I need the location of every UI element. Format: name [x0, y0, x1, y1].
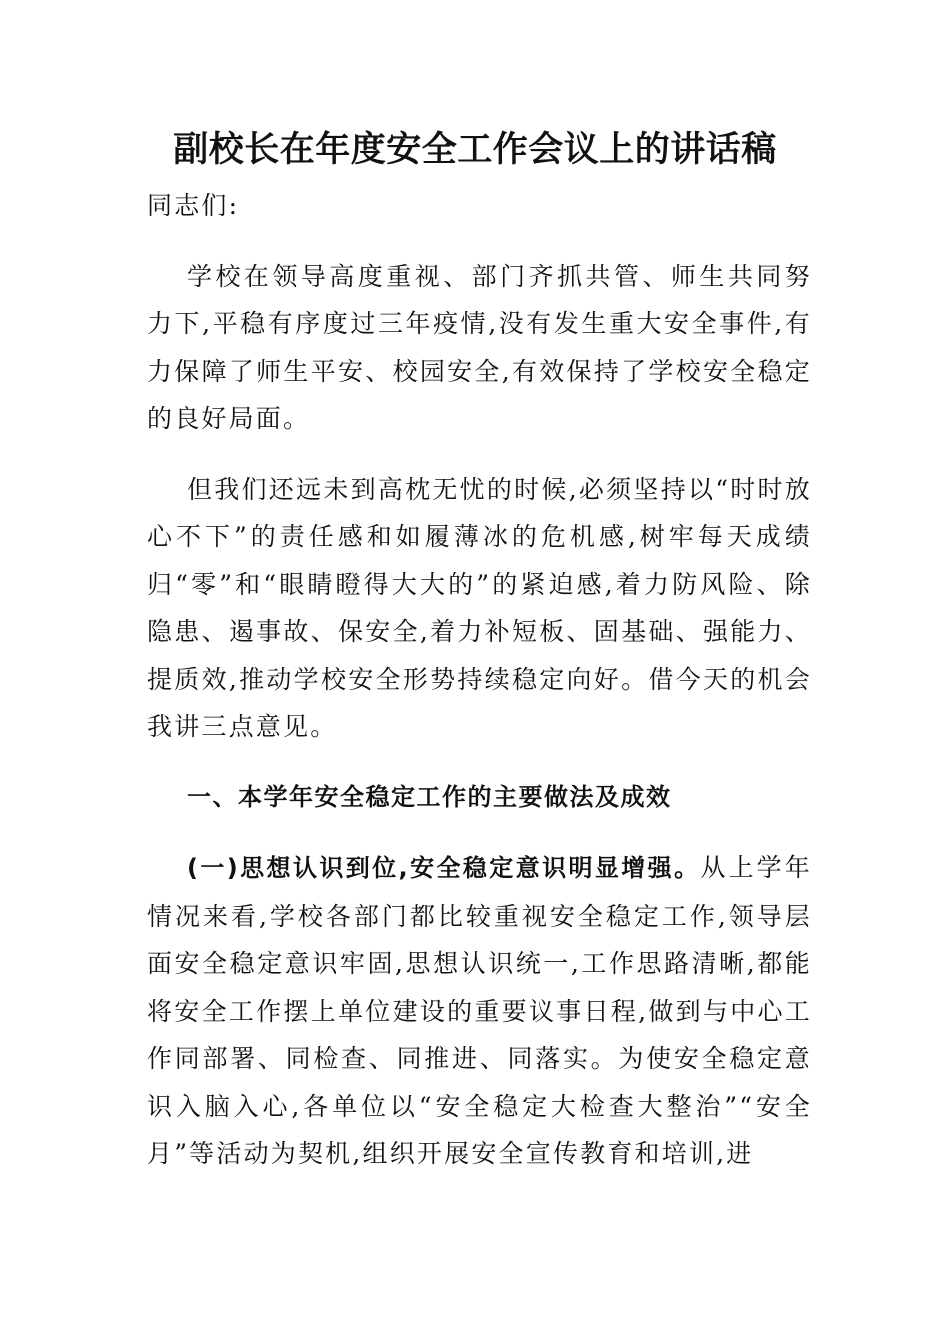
section-heading-1: 一、本学年安全稳定工作的主要做法及成效	[187, 782, 672, 811]
subsection-1	[147, 844, 812, 1178]
document-body	[147, 182, 812, 1201]
paragraph-intro: 学校在领导高度重视、部门齐抓共管、师生共同努力下,平稳有序度过三年疫情,没有发生重大安全事件,有力保障了师生平安、校园安全,有效保持了学校安全稳定的良好局面。	[147, 261, 812, 433]
document-title: 副校长在年度安全工作会议上的讲话稿	[173, 130, 777, 170]
greeting: 同志们:	[147, 191, 240, 220]
subsection-1-text: 从上学年情况来看,学校各部门都比较重视安全稳定工作,领导层面安全稳定意识牢固,思想认识统一,工作思路清晰,都能将安全工作摆上单位建设的重要议事日程,做到与中心工作同部署、同检查、同推进、同落实。为使安全稳定意识入脑入心,各单位以“安全稳定大检查大整治”“安全月”等活动为契机,组织开展安全宣传教育和培训,进	[147, 853, 812, 1168]
paragraph-attitude: 但我们还远未到高枕无忧的时候,必须坚持以“时时放心不下”的责任感和如履薄冰的危机感,树牢每天成绩归“零”和“眼睛瞪得大大的”的紧迫感,着力防风险、除隐患、遏事故、保安全,着力补短板、固基础、强能力、提质效,推动学校安全形势持续稳定向好。借今天的机会我讲三点意见。	[147, 474, 812, 741]
subsection-1-lead: (一)思想认识到位,安全稳定意识明显增强。	[187, 854, 701, 882]
